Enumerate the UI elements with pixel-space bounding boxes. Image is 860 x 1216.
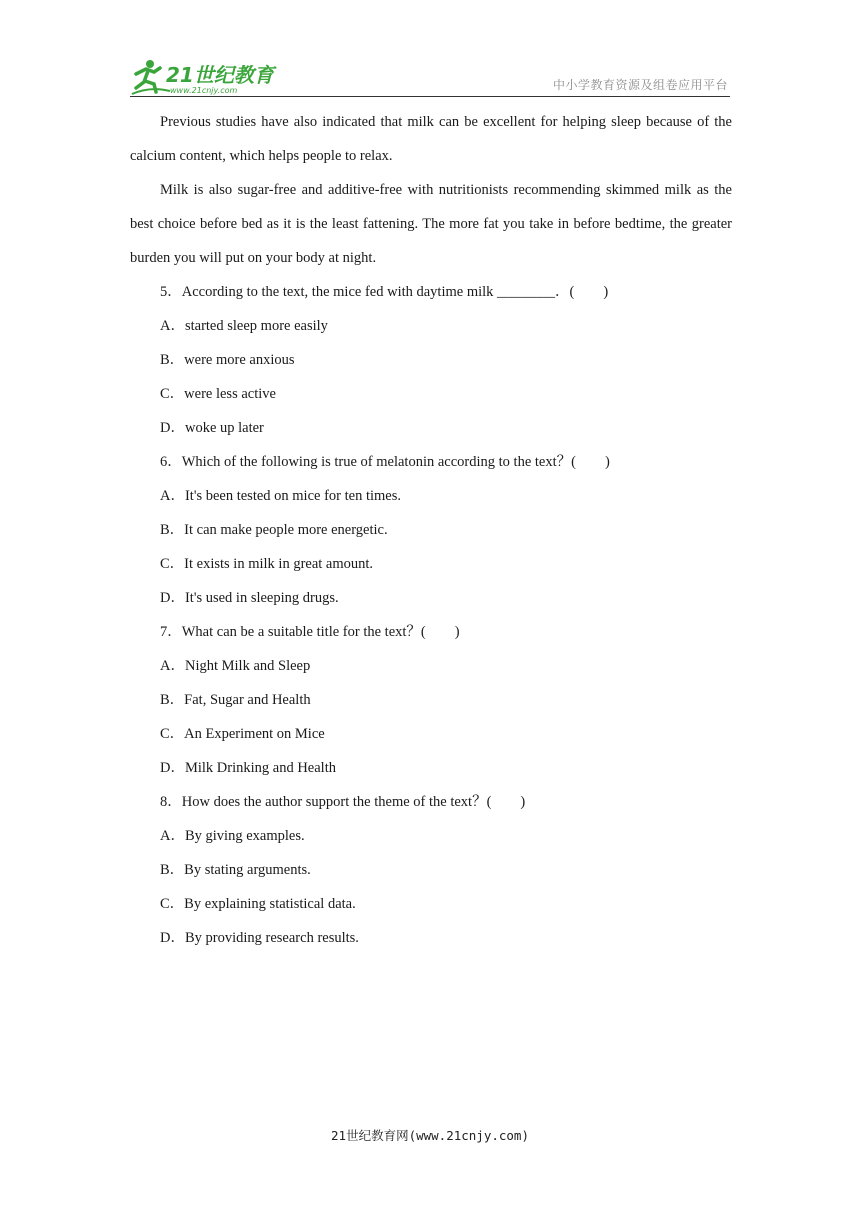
passage-paragraph: Previous studies have also indicated that milk can be excellent for helping sleep because of the calcium content, which helps people to relax. bbox=[130, 114, 732, 164]
option-d: D．By providing research results. bbox=[160, 930, 359, 946]
option-b: B．By stating arguments. bbox=[160, 862, 311, 878]
option-d: D．woke up later bbox=[160, 420, 264, 436]
logo bbox=[130, 58, 290, 94]
question-8 bbox=[130, 785, 732, 955]
passage-paragraph: Milk is also sugar-free and additive-free with nutritionists recommending skimmed milk as the best choice before bed as it is the least fattening. The more fat you take in before bedtime, the greater burden you will put on your body at night. bbox=[130, 182, 732, 266]
option-a: A．By giving examples. bbox=[160, 828, 305, 844]
question-7 bbox=[130, 615, 732, 785]
question-6 bbox=[130, 445, 732, 615]
option-b: B．It can make people more energetic. bbox=[160, 522, 388, 538]
option-d: D．Milk Drinking and Health bbox=[160, 760, 336, 776]
option-a: A．started sleep more easily bbox=[160, 318, 328, 334]
option-c: C．By explaining statistical data. bbox=[160, 896, 356, 912]
option-b: B．were more anxious bbox=[160, 352, 295, 368]
option-c: C．It exists in milk in great amount. bbox=[160, 556, 374, 572]
logo-text: 21世纪教育 bbox=[166, 63, 274, 87]
option-d: D．It's used in sleeping drugs. bbox=[160, 590, 339, 606]
question-stem: 8．How does the author support the theme of the text？( ) bbox=[160, 794, 526, 810]
logo-url: www.21cnjy.com bbox=[170, 86, 238, 95]
option-a: A．Night Milk and Sleep bbox=[160, 658, 311, 674]
page-header bbox=[130, 56, 730, 97]
question-5 bbox=[130, 275, 732, 445]
option-b: B．Fat, Sugar and Health bbox=[160, 692, 311, 708]
question-stem: 6．Which of the following is true of melatonin according to the text？( ) bbox=[160, 454, 610, 470]
option-a: A．It's been tested on mice for ten times. bbox=[160, 488, 401, 504]
question-stem: 5．According to the text, the mice fed with daytime milk ________．( ) bbox=[160, 284, 609, 300]
page-footer: 21世纪教育网(www.21cnjy.com) bbox=[331, 1128, 529, 1143]
exam-content bbox=[130, 105, 732, 955]
option-c: C．An Experiment on Mice bbox=[160, 726, 325, 742]
header-tagline: 中小学教育资源及组卷应用平台 bbox=[552, 78, 728, 92]
runner-logo-icon bbox=[130, 58, 290, 96]
option-c: C．were less active bbox=[160, 386, 276, 402]
question-stem: 7．What can be a suitable title for the text？( ) bbox=[160, 624, 460, 640]
